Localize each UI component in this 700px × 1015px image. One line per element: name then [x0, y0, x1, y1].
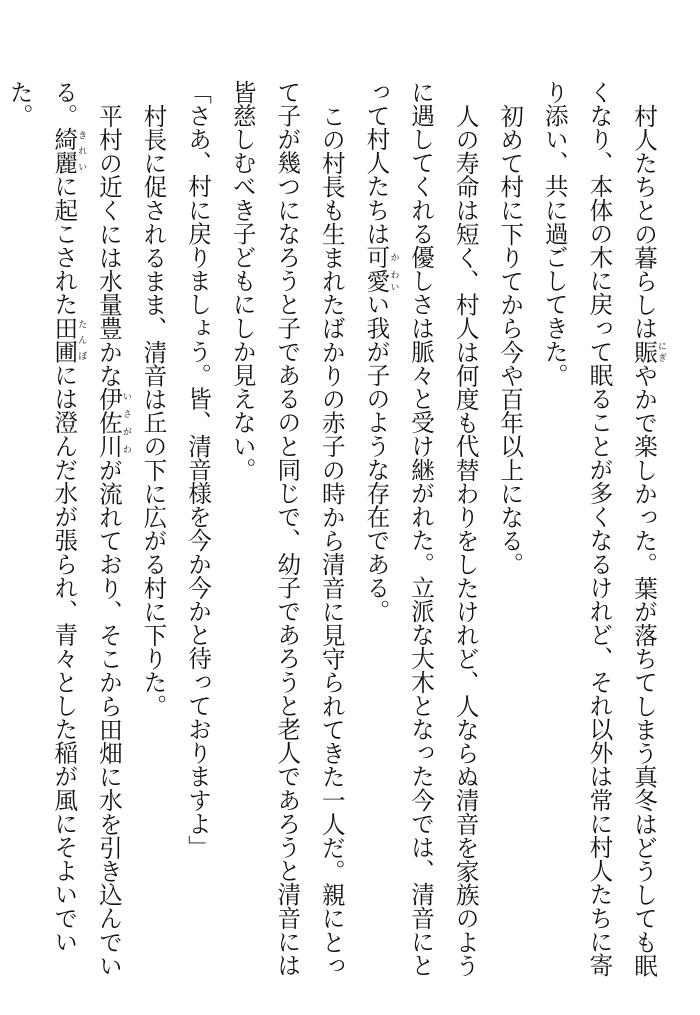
paragraph: [175, 80, 220, 980]
ruby-reading: わい: [388, 268, 399, 293]
ruby-base: 綺麗: [50, 127, 79, 175]
paragraph: [0, 80, 131, 980]
ruby-reading: たんぼ: [76, 316, 87, 364]
ruby-base: 愛: [362, 268, 391, 293]
ruby-reading: きれい: [76, 127, 87, 175]
paragraph: [532, 80, 666, 980]
ruby-annotation: [50, 316, 87, 364]
text-run: この村長も生まれたばかりの赤子の時から清音に見守られてきた一人だ。親にとって子が幾つになろうと子であるのと同じで、幼子であろうと老人であろうと清音には皆慈しむべき子どもにしか見えない。: [228, 80, 346, 977]
paragraph: [354, 80, 488, 980]
text-run: に起こされた: [50, 174, 79, 317]
text-run: 人の寿命は短く、村人は何度も代替わりをしたけれど、人ならぬ清音を家族のように遇してくれる優しさは脈々と受け継がれた。立派な大木となった今では、清音にとって村人たちは: [362, 80, 480, 977]
vertical-text-body: [0, 80, 666, 980]
text-run: 「さあ、村に戻りましょう。皆、清音様を今か今かと待っておりますよ」: [184, 80, 213, 859]
ruby-reading: いさがわ: [120, 386, 131, 458]
paragraph: [220, 80, 354, 980]
text-run: には澄んだ水が張られ、青々とした稲が風にそよいでいた。: [5, 80, 79, 954]
ruby-base: 田圃: [50, 316, 79, 364]
text-run: い我が子のような存在である。: [362, 292, 391, 623]
ruby-annotation: [630, 339, 666, 364]
ruby-reading: か: [388, 245, 399, 269]
text-run: 村人たちとの暮らしは: [630, 103, 658, 340]
ruby-annotation: [362, 245, 399, 269]
paragraph: [131, 80, 176, 980]
text-run: 村長に促されるまま、清音は丘の下に広がる村に下りた。: [139, 103, 168, 718]
paragraph: [488, 80, 533, 980]
text-run: やかで楽しかった。葉が落ちてしまう真冬はどうしても眠くなり、本体の木に戻って眠ることが多くなるけれど、それ以外は常に村人たちに寄り添い、共に過ごしてきた。: [540, 80, 658, 977]
ruby-annotation: [362, 268, 399, 293]
ruby-reading: にぎ: [656, 339, 666, 364]
text-run: が流れており、そこから田畑に水を引き込んでいる。: [50, 80, 123, 977]
ruby-base: 伊佐川: [94, 386, 123, 458]
ruby-annotation: [94, 386, 131, 458]
text-run: 平村の近くには水量豊かな: [94, 103, 123, 387]
ruby-annotation: [50, 127, 87, 175]
ruby-base: 可: [362, 245, 391, 269]
text-run: 初めて村に下りてから今や百年以上になる。: [496, 103, 525, 576]
ruby-base: 賑: [630, 339, 658, 364]
